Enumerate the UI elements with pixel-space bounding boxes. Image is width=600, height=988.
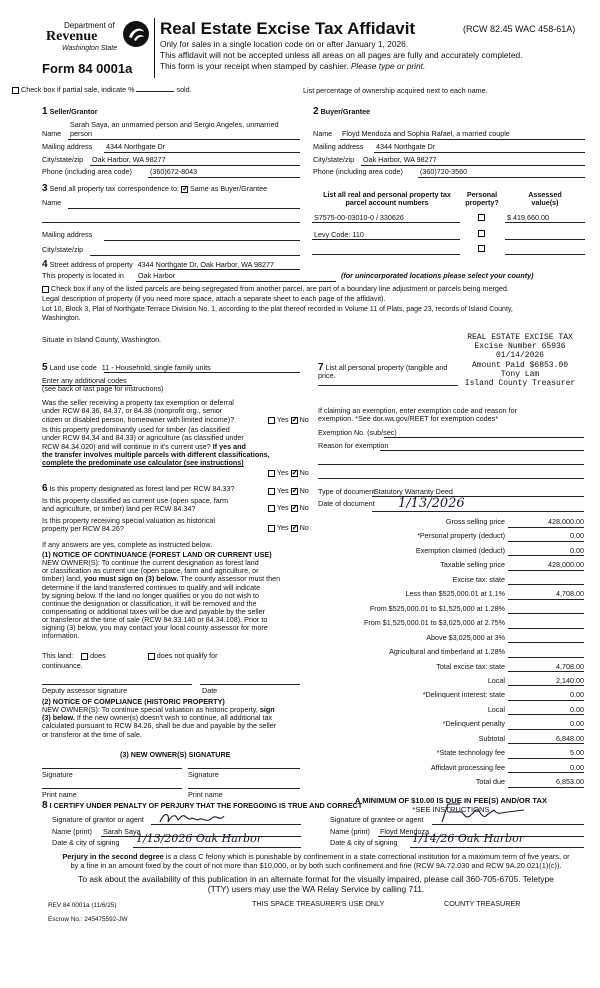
doc-date-label: Date of document — [318, 499, 375, 508]
county-treasurer-label: COUNTY TREASURER — [444, 899, 521, 908]
tax-row-line — [508, 758, 584, 759]
tax-row-value[interactable]: 0.00 — [570, 719, 584, 729]
forest-no-checkbox[interactable] — [291, 488, 298, 495]
personal-property-header: Personal property? — [465, 190, 499, 208]
continuance-label: continuance. — [42, 661, 83, 670]
tax-row-label: Excise tax: state — [452, 574, 505, 584]
tax-row-label: Affidavit processing fee — [430, 762, 505, 772]
dept-label: Department of — [64, 21, 115, 30]
current-use-no-checkbox[interactable] — [291, 505, 298, 512]
tax-row-line — [508, 570, 584, 571]
grantee-date-city[interactable]: 1/14/26 Oak Harbor — [412, 832, 524, 845]
seller-name-line-2[interactable]: person — [70, 129, 92, 138]
tax-row-line — [508, 599, 584, 600]
minimum-due-notice: A MINIMUM OF $10.00 IS DUE IN FEE(S) AND/OR TAX *SEE INSTRUCTIONS — [354, 796, 548, 814]
tax-row-line — [508, 613, 584, 614]
owner-print-label-1: Print name — [42, 790, 77, 799]
tax-row-label: *Personal property (deduct) — [417, 531, 505, 541]
segregation-checkbox[interactable] — [42, 286, 49, 293]
if-any-yes-text: If any answers are yes, complete as instructed below. — [42, 540, 213, 549]
grantee-date-label: Date & city of signing — [330, 838, 398, 847]
historic-question: Is this property receiving special valuation as historical property per RCW 84.26? — [42, 516, 215, 534]
property-location-label: This property is located in — [42, 271, 124, 280]
owner-print-label-2: Print name — [188, 790, 223, 799]
treasurer-stamp: REAL ESTATE EXCISE TAX Excise Number 65936 01/14/2026 Amount Paid $6853.00 Tony Lam Island County Treasurer — [464, 333, 576, 388]
tax-corr-address-label: Mailing address — [42, 230, 93, 239]
historic-no-checkbox[interactable] — [291, 525, 298, 532]
grantee-signature[interactable] — [438, 800, 528, 826]
assessed-value-1[interactable]: $ 419,660.00 — [507, 213, 549, 222]
continuance-notice: (1) NOTICE OF CONTINUANCE (FOREST LAND OR CURRENT USE) NEW OWNER(S): To continue the current designation as forest land or classification as current use (open space, farm and agriculture, or timber) land, you must sign on (3) below. The county assessor must then determine if the land transferred continues to qualify and will indicate by signing below. If the land no longer qualifies or you do not wish to continue the designation or classification, it will be removed and the compensating or additional taxes will be due and payable by the seller or transferor at the time of sale (RCW 84.33.140 or 84.34.108). Prior to signing (3) below, you may contact your local county assessor for more information. — [42, 550, 281, 641]
land-use-code[interactable]: 11 - Household, single family units — [101, 363, 211, 372]
buyer-city-label: City/state/zip — [313, 155, 355, 164]
tax-row-line — [508, 671, 584, 672]
buyer-phone[interactable]: (360)720-3560 — [420, 167, 468, 176]
does-checkbox[interactable] — [81, 653, 88, 660]
this-land-row: This land: does does not qualify for — [42, 651, 218, 660]
section-8-heading: 8 I CERTIFY UNDER PENALTY OF PERJURY THAT THE FOREGOING IS TRUE AND CORRECT — [42, 800, 363, 811]
owner-signature-label-1: Signature — [42, 770, 73, 779]
tax-corr-city-label: City/state/zip — [42, 245, 84, 254]
assessed-value-header: Assessed value(s) — [528, 190, 562, 208]
does-not-qualify-checkbox[interactable] — [148, 653, 155, 660]
tax-row-line — [508, 729, 584, 730]
tax-row-label: Subtotal — [478, 733, 505, 743]
tax-row-line — [508, 714, 584, 715]
exemption-yes-no: Yes ✓ No — [268, 416, 309, 424]
seller-name-label: Name — [42, 129, 62, 138]
tax-row-label: Gross selling price — [445, 517, 505, 526]
revenue-label: Revenue — [46, 29, 98, 44]
timber-yes-checkbox[interactable] — [268, 470, 275, 477]
current-use-question: Is this property classified as current use (open space, farm and agriculture, or timber) land per RCW 84.34? — [42, 496, 229, 514]
tax-row-line — [508, 787, 584, 788]
tax-row-label: Taxable selling price — [440, 560, 505, 570]
doc-type[interactable]: Statutory Warranty Deed — [374, 487, 453, 496]
section-7-heading: 7 List all personal property (tangible and — [318, 362, 448, 373]
timber-question: Is this property predominantly used for timber (as classified under RCW 84.34 and 84.33) or agriculture (as classified under RCW 84.34.020) and will continue in it's current use? If yes and the transfer involves multiple parcels with different classifications, complete the predominate use calculator (see instructions) — [42, 425, 270, 468]
exemption-question: Was the seller receiving a property tax exemption or deferral under RCW 84.36, 84.37, or 84.38 (nonprofit org., senior citizen or disabled person, homeowner with limited income)? — [42, 398, 235, 424]
property-location[interactable]: Oak Harbor — [138, 271, 176, 280]
seller-address[interactable]: 4344 Northgate Dr — [106, 142, 166, 151]
legal-description-line-2[interactable]: Washington. — [42, 315, 81, 322]
grantee-name-label: Name (print) — [330, 827, 370, 836]
tax-row-value[interactable]: 0.00 — [570, 545, 584, 555]
exemption-reason-label: Reason for exemption — [318, 441, 389, 450]
tax-row-value[interactable]: 428,000.00 — [548, 560, 584, 570]
grantee-name[interactable]: Floyd Mendoza — [380, 827, 430, 836]
intro-line-3: This form is your receipt when stamped by cashier. Please type or print. — [160, 61, 426, 71]
section-4-heading: 4 Street address of property 4344 Northgate Dr, Oak Harbor, WA 98277 — [42, 259, 275, 270]
exemption-claim-text: If claiming an exemption, enter exemption code and reason for exemption. *See dor.wa.gov/REET for exemption codes* — [318, 406, 517, 424]
tax-row-label: Agricultural and timberland at 1.28% — [389, 647, 505, 657]
deputy-signature-label: Deputy assessor signature — [42, 686, 128, 695]
title-citation: (RCW 82.45 WAC 458-61A) — [463, 24, 576, 34]
page-title: Real Estate Excise Tax Affidavit — [160, 19, 416, 38]
intro-line-2: This affidavit will not be accepted unless all areas on all pages are fully and accurately completed. — [160, 50, 523, 60]
current-use-yes-checkbox[interactable] — [268, 505, 275, 512]
parcel-number-1[interactable]: S7575-00-03010-0 / 330626 — [314, 213, 404, 222]
tax-row-label: Less than $525,000.01 at 1.1% — [405, 589, 505, 599]
section-3-heading: 3 Send all property tax correspondence to: ✓ Same as Buyer/Grantee — [42, 183, 267, 195]
exemption-no-label: Exemption No. (sub/sec) — [318, 428, 397, 437]
current-use-yes-no: Yes ✓ No — [268, 504, 309, 512]
tax-row-line — [508, 685, 584, 686]
tax-row-label: *State technology fee — [436, 748, 505, 758]
revenue-swirl-icon — [122, 20, 150, 48]
exemption-yes-checkbox[interactable] — [268, 417, 275, 424]
tax-corr-name-label: Name — [42, 198, 62, 207]
tax-row-value[interactable]: 4,708.00 — [556, 589, 584, 599]
personal-checkbox-3[interactable] — [478, 244, 485, 252]
timber-no-checkbox[interactable] — [291, 470, 298, 477]
tax-row-line — [508, 584, 584, 585]
state-label: Washington State — [62, 45, 118, 52]
grantor-signature-label: Signature of grantor or agent — [52, 815, 144, 824]
same-as-buyer-checkbox[interactable] — [181, 186, 188, 193]
new-owner-signature-heading: (3) NEW OWNER(S) SIGNATURE — [120, 750, 231, 759]
tax-row-line — [508, 700, 584, 701]
grantor-date-city[interactable]: 1/13/2026 Oak Harbor — [136, 832, 262, 845]
tax-row-label: Above $3,025,000 at 3% — [426, 632, 505, 642]
ownership-note: List percentage of ownership acquired next to each name. — [303, 86, 488, 95]
tax-row-value[interactable]: 2,140.00 — [556, 675, 584, 685]
tax-row-label: Total due — [475, 777, 505, 787]
buyer-address[interactable]: 4344 Northgate Dr — [376, 142, 436, 151]
owner-signature-label-2: Signature — [188, 770, 219, 779]
tax-row-line — [508, 628, 584, 629]
levy-code[interactable]: Levy Code: 110 — [314, 230, 364, 239]
grantee-signature-label: Signature of grantee or agent — [330, 815, 424, 824]
buyer-city[interactable]: Oak Harbor, WA 98277 — [363, 155, 437, 164]
dor-logo — [42, 18, 152, 58]
doc-type-label: Type of document — [318, 487, 376, 496]
grantor-date-label: Date & city of signing — [52, 838, 120, 847]
tax-row-value[interactable]: 6,853.00 — [556, 777, 584, 787]
personal-checkbox-2[interactable] — [478, 229, 485, 237]
tax-row-label: Exemption claimed (deduct) — [415, 545, 505, 555]
tax-row-label: Local — [487, 704, 505, 714]
tax-row-value[interactable]: 4,708.00 — [556, 661, 584, 671]
partial-sale-row: Check box if partial sale, indicate % sold. — [12, 86, 192, 94]
escrow-number: Escrow No.: 245475592-JW — [48, 916, 128, 923]
tax-row-line — [508, 743, 584, 744]
property-address[interactable]: 4344 Northgate Dr, Oak Harbor, WA 98277 — [137, 260, 275, 269]
historic-yes-checkbox[interactable] — [268, 525, 275, 532]
parcels-header: List all real and personal property tax parcel account numbers — [323, 190, 451, 208]
grantor-name-label: Name (print) — [52, 827, 92, 836]
tax-row-label: *Delinquent penalty — [442, 719, 505, 729]
legal-description-label: Legal description of property (if you need more space, attach a separate sheet to each page of the affidavit). — [42, 294, 386, 303]
segregation-row: Check box if any of the listed parcels are being segregated from another parcel, are part of a boundary line adjustment or parcels being merged. — [42, 285, 509, 293]
tax-row-line — [508, 555, 584, 556]
buyer-phone-label: Phone (including area code) — [313, 167, 403, 176]
buyer-address-label: Mailing address — [313, 142, 364, 151]
seller-city[interactable]: Oak Harbor, WA 98277 — [92, 155, 166, 164]
tax-row-line — [508, 657, 584, 658]
section-1-heading: 1 Seller/Grantor — [42, 106, 98, 117]
header-divider — [154, 18, 155, 78]
section-6-heading: 6 Is this property designated as forest land per RCW 84.33? — [42, 483, 235, 494]
seller-address-label: Mailing address — [42, 142, 93, 151]
intro-line-1: Only for sales in a single location code on or after January 1, 2026. — [160, 39, 409, 49]
additional-codes-label: Enter any additional codes (see back of last page for instructions) — [42, 376, 164, 394]
buyer-name[interactable]: Floyd Mendoza and Sophia Rafael, a married couple — [342, 129, 510, 138]
tax-row-value[interactable]: 0.00 — [570, 704, 584, 714]
section-5-heading: 5 Land use code 11 - Household, single family units — [42, 362, 211, 373]
tax-row-line — [508, 541, 584, 542]
tax-row-label: From $525,000.01 to $1,525,000 at 1.28% — [369, 603, 505, 613]
form-number: Form 84 0001a — [42, 61, 133, 76]
location-note: (for unincorporated locations please select your county) — [341, 271, 534, 280]
treasurer-use-label: THIS SPACE TREASURER'S USE ONLY — [252, 899, 385, 908]
seller-phone-label: Phone (including area code) — [42, 167, 132, 176]
section-2-heading: 2 Buyer/Grantee — [313, 106, 371, 117]
tax-row-value[interactable]: 5.00 — [570, 748, 584, 758]
form-revision: REV 84 0001a (11/6/25) — [48, 902, 117, 909]
seller-city-label: City/state/zip — [42, 155, 84, 164]
tax-row-value[interactable]: 0.00 — [570, 531, 584, 541]
grantor-signature[interactable] — [158, 808, 238, 828]
alternate-format-notice: To ask about the availability of this publication in an alternate format for the visually impaired, please call 360-705-6705. Teletype (TTY) users may use the WA Relay Service by calling 711. — [78, 874, 554, 894]
tax-row-value[interactable]: 0.00 — [570, 762, 584, 772]
tax-row-value[interactable]: 6,848.00 — [556, 733, 584, 743]
section-7-label-2: price. — [318, 371, 336, 380]
legal-description-line-1[interactable]: Lot 10, Block 3, Plat of Northgate Terrace Division No. 1, according to the plat thereof recorded in Volume 11 of Plats, page 23, records of Island County, — [42, 306, 513, 313]
buyer-name-label: Name — [313, 129, 333, 138]
forest-yes-checkbox[interactable] — [268, 488, 275, 495]
tax-row-line — [508, 772, 584, 773]
tax-row-value[interactable]: 428,000.00 — [548, 517, 584, 526]
compliance-notice: (2) NOTICE OF COMPLIANCE (HISTORIC PROPERTY) NEW OWNER(S): To continue special valuation as historic property, sign (3) below. If the new owner(s) doesn't wish to continue, all additional tax calculated pursuant to RCW 84.26, shall be due and payable by the seller or transferor at the time of sale. — [42, 697, 277, 739]
tax-row-label: Total excise tax: state — [436, 661, 505, 671]
forest-yes-no: Yes ✓ No — [268, 487, 309, 495]
tax-row-line — [508, 642, 584, 643]
seller-phone[interactable]: (360)672-8043 — [150, 167, 198, 176]
doc-date[interactable]: 1/13/2026 — [398, 496, 465, 511]
situate-text: Situate in Island County, Washington. — [42, 335, 162, 344]
historic-yes-no: Yes ✓ No — [268, 524, 309, 532]
personal-checkbox-1[interactable] — [478, 213, 485, 221]
tax-row-line — [508, 527, 584, 528]
tax-row-value[interactable]: 0.00 — [570, 690, 584, 700]
seller-name-line-1: Sarah Saya, an unmarried person and Sergio Angeles, unmarried — [70, 120, 279, 129]
timber-yes-no: Yes ✓ No — [268, 469, 309, 477]
deputy-date-label: Date — [202, 686, 218, 695]
tax-row-label: *Delinquent interest: state — [422, 690, 505, 700]
grantor-name[interactable]: Sarah Saya — [103, 827, 141, 836]
partial-sale-checkbox[interactable] — [12, 87, 19, 94]
exemption-no-checkbox[interactable] — [291, 417, 298, 424]
tax-row-label: From $1,525,000.01 to $3,025,000 at 2.75% — [363, 618, 505, 628]
tax-row-label: Local — [487, 675, 505, 685]
perjury-notice: Perjury in the second degree is a class C felony which is punishable by confinement in a state correctional institution for a maximum term of five years, or by a fine in an amount fixed by the court of not more than $10,000, or by both such confinement and fine (RCW 9A.72.030 and RCW 9A.20.021(1)(c)). — [62, 852, 570, 870]
